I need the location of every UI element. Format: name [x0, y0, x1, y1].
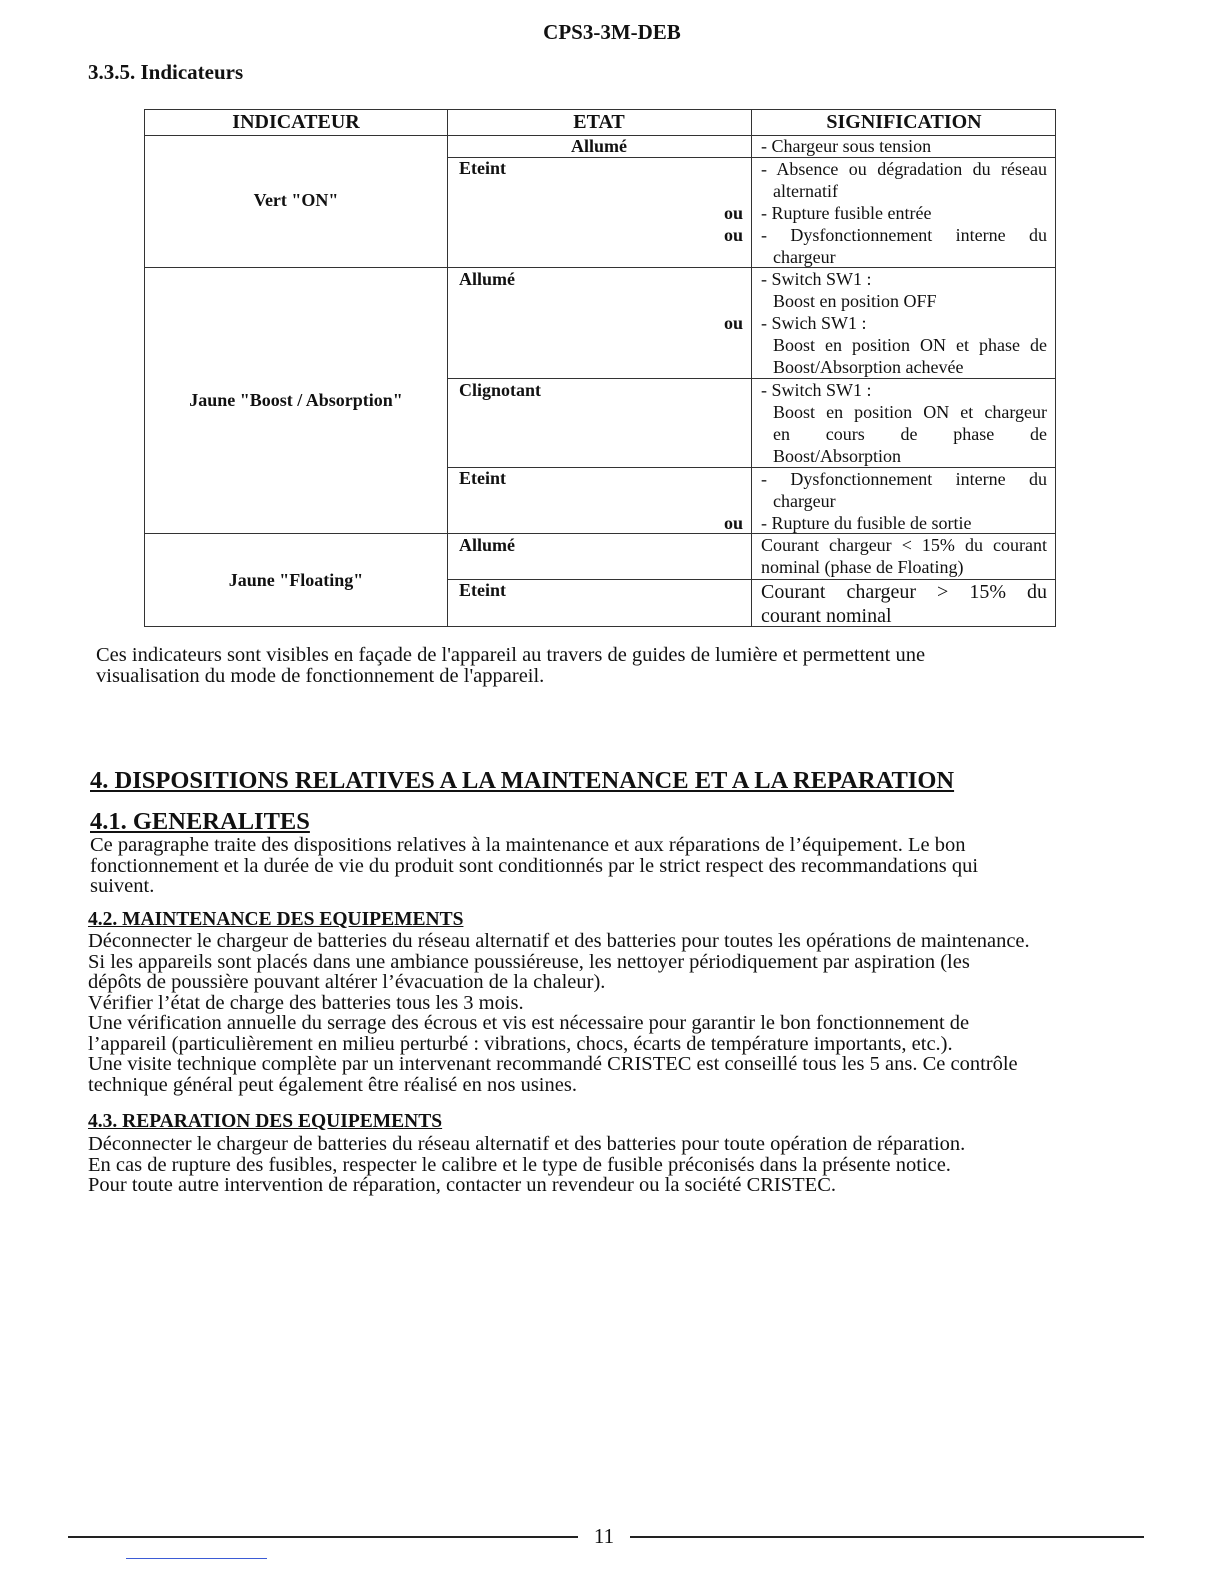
signification-line: nominal (phase de Floating) [761, 557, 964, 577]
text-line: Une vérification annuelle du serrage des écrous et vis est nécessaire pour garantir le bon fonctionnement de [88, 1012, 970, 1034]
etat-cell: Allumé [459, 269, 515, 289]
text-line: dépôts de poussière pouvant altérer l’évacuation de la chaleur). [88, 971, 606, 993]
signification-line: Boost/Absorption achevée [773, 357, 964, 377]
section-43-body [88, 1134, 965, 1196]
indicators-note [96, 645, 925, 686]
etat-cell: Eteint [459, 158, 506, 178]
signification-cell [761, 379, 1047, 467]
page-number: 11 [593, 1524, 615, 1548]
text-line: Déconnecter le chargeur de batteries du réseau alternatif et des batteries pour toute opération de réparation. [88, 1133, 966, 1155]
etat-cell: Allumé [571, 136, 627, 156]
signification-line: courant nominal [761, 605, 892, 627]
section-41-heading: 4.1. GENERALITES [90, 808, 310, 835]
text-line: En cas de rupture des fusibles, respecter le calibre et le type de fusible préconisés dans la présente notice. [88, 1153, 951, 1176]
signification-line: Courant chargeur < 15% du courant [761, 535, 1047, 555]
ou-label: ou [723, 203, 743, 223]
header-etat: ETAT [573, 111, 625, 133]
footer-rule [68, 1536, 578, 1538]
indicator-vert-on: Vert "ON" [253, 190, 339, 210]
signification-cell [761, 135, 1047, 157]
signification-line: Boost en position ON et chargeur [773, 402, 1047, 422]
signification-line: - Chargeur sous tension [761, 136, 932, 156]
header-signification: SIGNIFICATION [826, 111, 982, 133]
ou-label: ou [723, 313, 743, 333]
signification-line: Boost/Absorption [773, 446, 902, 466]
etat-cell: Clignotant [459, 380, 542, 400]
document-title: CPS3-3M-DEB [543, 20, 681, 44]
text-line: Ce paragraphe traite des dispositions relatives à la maintenance et aux réparations de l’équipement. Le bon [90, 834, 966, 856]
signification-line: Boost en position OFF [773, 291, 937, 311]
header-indicateur: INDICATEUR [232, 111, 360, 133]
text-line: suivent. [90, 875, 155, 897]
signification-cell [761, 534, 1047, 578]
table-divider [447, 110, 448, 626]
section-41-body [90, 835, 978, 897]
text-line: Si les appareils sont placés dans une ambiance poussiéreuse, les nettoyer périodiquement par aspiration (les [88, 950, 970, 973]
section-42-body [88, 931, 1030, 1095]
signification-line: - Switch SW1 : [761, 380, 872, 400]
signification-line: chargeur [773, 491, 836, 511]
text-line: Vérifier l’état de charge des batteries tous les 3 mois. [88, 991, 524, 1014]
text-line: fonctionnement et la durée de vie du produit sont conditionnés par le strict respect des recommandations qui [90, 854, 979, 877]
signification-line: - Dysfonctionnement interne du [761, 469, 1047, 489]
text-line: technique général peut également être réalisé en nos usines. [88, 1073, 577, 1096]
section-4-heading: 4. DISPOSITIONS RELATIVES A LA MAINTENANCE ET A LA REPARATION [90, 767, 955, 794]
ou-label: ou [723, 225, 743, 245]
signification-line: chargeur [773, 247, 836, 267]
signification-line: Boost en position ON et phase de [773, 335, 1047, 355]
signification-line: - Switch SW1 : [761, 269, 872, 289]
indicator-jaune-floating: Jaune "Floating" [228, 570, 364, 590]
section-42-heading: 4.2. MAINTENANCE DES EQUIPEMENTS [88, 909, 464, 930]
text-line: Pour toute autre intervention de réparation, contacter un revendeur ou la société CRISTEC. [88, 1174, 836, 1196]
signification-line: - Swich SW1 : [761, 313, 867, 333]
text-line: l’appareil (particulièrement en milieu perturbé : vibrations, chocs, écarts de température importants, etc.). [88, 1032, 953, 1055]
signification-cell [761, 268, 1047, 378]
section-heading-indicateurs: 3.3.5. Indicateurs [88, 60, 244, 84]
section-43-heading: 4.3. REPARATION DES EQUIPEMENTS [88, 1111, 443, 1132]
table-divider [751, 110, 752, 626]
etat-cell: Eteint [459, 468, 506, 488]
signification-line: Courant chargeur > 15% du [761, 581, 1047, 603]
signification-line: - Rupture fusible entrée [761, 203, 932, 223]
footer-rule [630, 1536, 1144, 1538]
signification-cell [761, 468, 1047, 534]
signification-line: - Dysfonctionnement interne du [761, 225, 1047, 245]
signification-line: - Rupture du fusible de sortie [761, 513, 972, 533]
signification-cell [761, 158, 1047, 268]
etat-cell: Eteint [459, 580, 506, 600]
text-line: Ces indicateurs sont visibles en façade de l'appareil au travers de guides de lumière et permettent une [96, 644, 926, 666]
indicator-jaune-boost: Jaune "Boost / Absorption" [189, 390, 403, 410]
ou-label: ou [723, 513, 743, 533]
signification-cell [761, 580, 1047, 628]
etat-cell: Allumé [459, 535, 515, 555]
signification-line: en cours de phase de [773, 424, 1047, 444]
text-line: Une visite technique complète par un intervenant recommandé CRISTEC est conseillé tous les 5 ans. Ce contrôle [88, 1053, 1018, 1075]
text-line: visualisation du mode de fonctionnement de l'appareil. [96, 664, 545, 687]
indicators-table [144, 109, 1056, 627]
signification-line: alternatif [773, 181, 838, 201]
footnote-rule [126, 1558, 267, 1559]
signification-line: - Absence ou dégradation du réseau [761, 159, 1047, 179]
text-line: Déconnecter le chargeur de batteries du réseau alternatif et des batteries pour toutes les opérations de maintenance. [88, 930, 1030, 952]
